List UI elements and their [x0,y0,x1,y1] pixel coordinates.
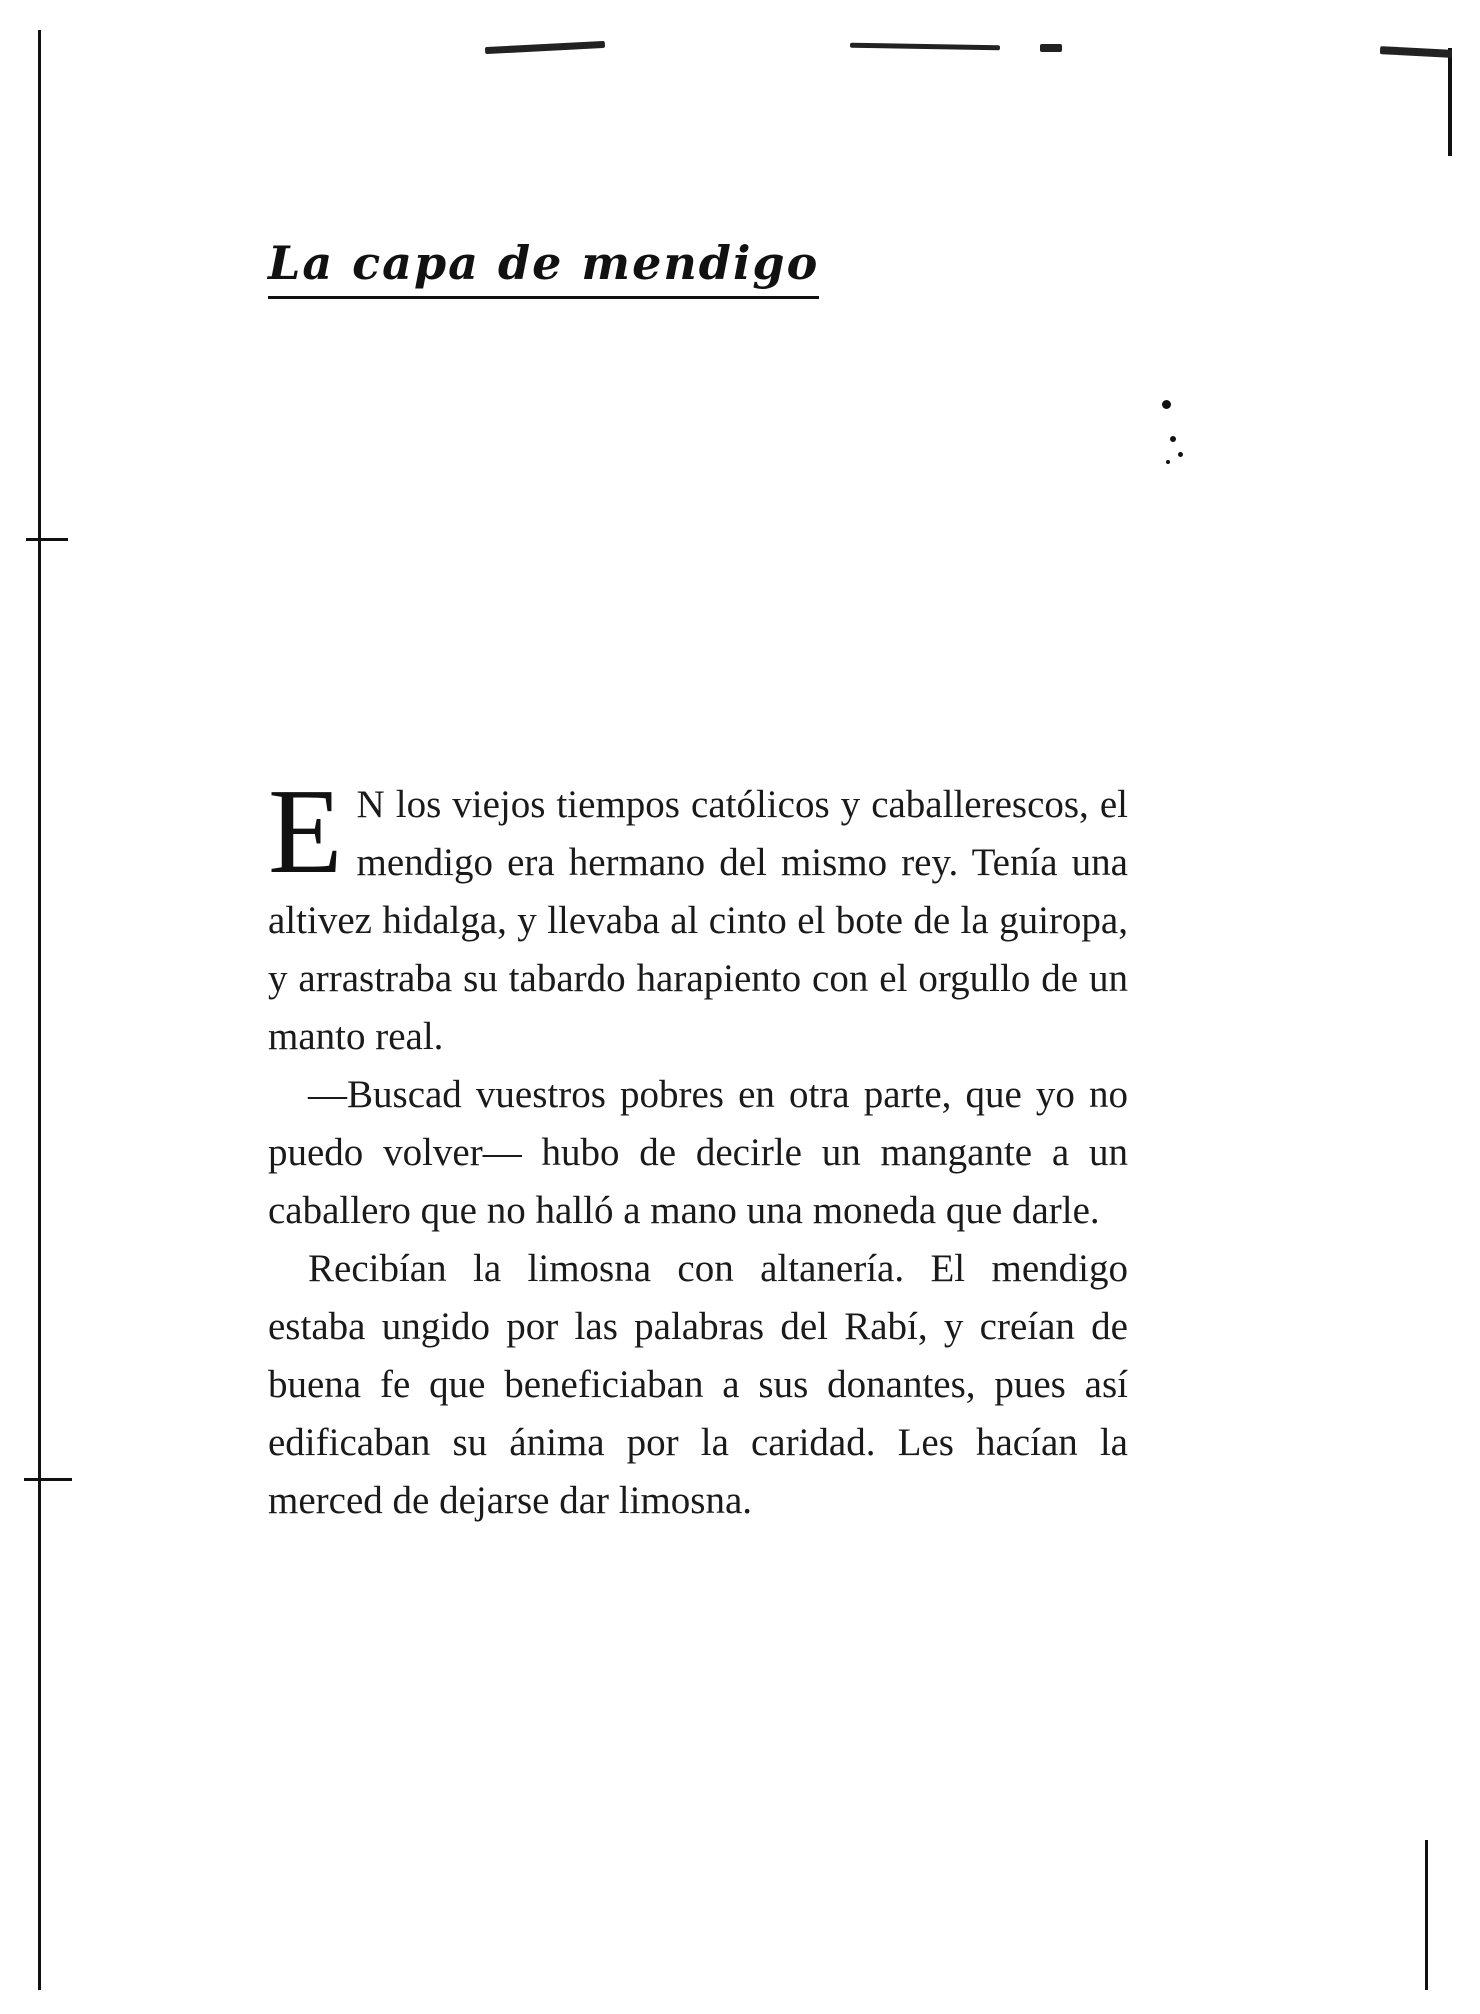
scan-smudge [1380,46,1452,58]
ink-speck [1170,436,1176,442]
body-text [268,764,1128,1530]
scan-smudge [1040,44,1062,52]
paragraph-3: Recibían la limosna con altanería. El mendigo estaba ungido por las palabras del Rabí, y creían de buena fe que beneficiaban a sus donantes, pues así edificaban su ánima por la caridad. Les hacían la merced de dejarse dar limosna. [268,1247,1128,1522]
ink-speck [1162,400,1171,409]
ink-speck [1178,452,1183,457]
scan-edge-right-bottom [1425,1840,1428,1990]
paragraph-2: —Buscad vuestros pobres en otra parte, que yo no puedo volver— hubo de decirle un mangante a un caballero que no halló a mano una moneda que darle. [268,1073,1128,1232]
paragraph-1-text: N los viejos tiempos católicos y caballerescos, el mendigo era hermano del mismo rey. Tenía una altivez hidalga, y llevaba al cinto el bote de la guiropa, y arrastraba su tabardo harapiento con el orgullo de un manto real. [268,783,1128,1058]
paragraph-1 [268,764,1128,1066]
scan-smudge [485,41,605,54]
scan-tick-mark [26,538,68,541]
scan-edge-left [38,30,41,1990]
scan-tick-mark [24,1478,72,1481]
ink-speck [1166,460,1170,464]
chapter-title: La capa de mendigo [268,236,819,299]
drop-cap: E [268,764,343,899]
scan-smudge [850,43,1000,51]
scan-edge-right-top [1448,48,1452,156]
